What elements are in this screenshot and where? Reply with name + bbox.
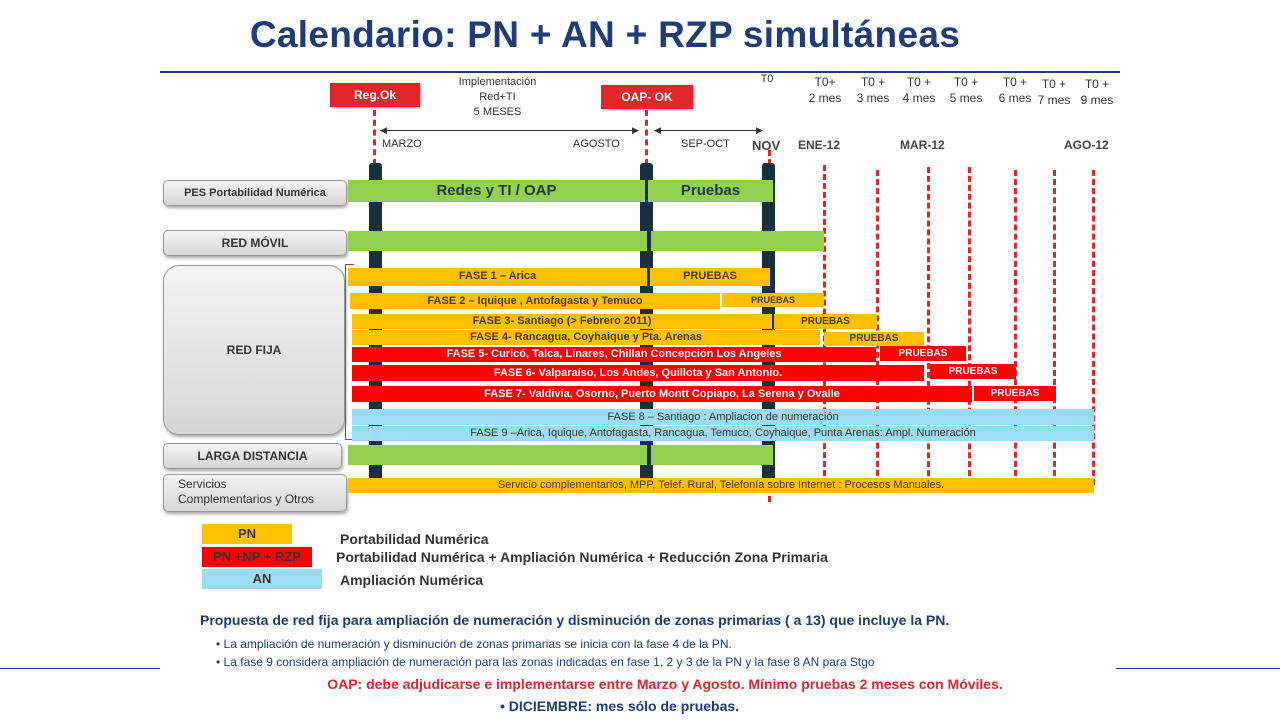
bar-fase-4: FASE 4- Rancagua, Coyhaique y Pta. Arenas [352,330,820,345]
arrow-right-head-2: ▶ [756,125,763,135]
notes-bullet-1: • La ampliación de numeración y disminución de zonas primarias se inicia con la fase 4 de la PN. [216,637,732,651]
bar-larga-distancia-1 [348,445,647,465]
row-label-red-fija: RED FIJA [163,265,345,435]
bar-redes-ti-oap: Redes y TI / OAP [348,180,645,202]
legend-rzp-swatch: PN +NP + RZP [202,547,312,567]
month-ene12: ENE-12 [798,138,841,152]
impl-line-3: 5 MESES [473,106,522,118]
notes-bullet-2: • La fase 9 considera ampliación de numeración para las zonas indicadas en fase 1, 2 y 3 de la PN y la fase 8 AN para Stgo [216,655,875,669]
month-marzo: MARZO [382,138,422,150]
impl-line-2: Red+TI [479,91,516,103]
row-label-pes: PES Portabilidad Numérica [163,180,347,206]
bar-fase-1-pruebas: PRUEBAS [650,268,770,286]
row-label-red-movil: RED MÓVIL [163,230,347,256]
bar-fase-7: FASE 7- Valdivia, Osorno, Puerto Montt Copiapo, La Serena y Ovalle [352,386,972,402]
oap-dash-line [645,110,648,165]
bar-fase-2: FASE 2 – Iquique , Antofagasta y Temuco [350,293,720,309]
legend-an-text: Ampliación Numérica [340,572,484,588]
bar-fase-1: FASE 1 – Arica [348,268,647,286]
bar-red-movil-1 [348,231,647,251]
month-mar12: MAR-12 [900,138,945,152]
footer-rule-right [1116,668,1280,669]
month-sepoct: SEP-OCT [681,138,730,150]
arrow-left-head-2: ◀ [654,125,661,135]
t-label-0: T0 [760,73,774,85]
legend-an-swatch: AN [202,569,322,589]
t-label-2: T0+ 2 mes [808,75,842,105]
bar-fase-2-pruebas: PRUEBAS [722,293,824,307]
oap-ok-marker: OAP- OK [601,85,693,109]
footer-rule-left [0,668,160,669]
bar-pruebas-pes: Pruebas [648,180,773,202]
page-title: Calendario: PN + AN + RZP simultáneas [249,14,961,55]
impl-arrow [380,130,638,131]
title-divider [160,71,1120,73]
bar-fase-4-pruebas: PRUEBAS [824,332,924,346]
bar-fase-8: FASE 8 – Santiago : Ampliacion de numeración [352,409,1094,425]
bar-fase-3: FASE 3- Santiago (> Febrero 2011) [352,314,772,329]
t-label-7: T0 + 7 mes [1037,77,1071,107]
t-label-6: T0 + 6 mes [998,75,1032,105]
month-agosto: AGOSTO [573,138,620,150]
implementation-note [440,75,555,120]
month-nov: NOV [752,138,781,153]
impl-line-1: Implementación [458,76,537,88]
legend-pn-text: Portabilidad Numérica [340,531,489,547]
row-label-larga-distancia: LARGA DISTANCIA [163,443,342,469]
sepoct-arrow [654,130,762,131]
row-label-servicios: Servicios Complementarios y Otros [163,474,347,512]
arrow-right-head-1: ▶ [632,125,639,135]
reg-dash-line [373,110,376,165]
arrow-left-head-1: ◀ [380,125,387,135]
t-label-4: T0 + 4 mes [902,75,936,105]
legend-pn-swatch: PN [202,524,292,544]
legend-rzp-text: Portabilidad Numérica + Ampliación Numérica + Reducción Zona Primaria [336,549,828,565]
bar-fase-6-pruebas: PRUEBAS [930,364,1016,379]
bar-fase-3-pruebas: PRUEBAS [774,314,877,329]
reg-ok-marker: Reg.Ok [330,83,420,107]
bar-red-movil-2 [651,231,824,251]
bar-fase-9: FASE 9 –Arica, Iquique, Antofagasta, Rancagua, Temuco, Coyhaique, Punta Arenas: Ampl. Numeración [352,426,1094,441]
bar-fase-5-pruebas: PRUEBAS [880,346,966,361]
bar-fase-5: FASE 5- Curicó, Talca, Linares, Chillan Concepción Los Angeles [352,347,876,362]
bar-fase-6: FASE 6- Valparaíso, Los Andes, Quillota y San Antonio. [352,365,924,381]
bar-servicios: Servicio complementarios, MPP, Telef. Rural, Telefonía sobre Internet : Procesos Manuales. [348,478,1094,493]
bar-fase-7-pruebas: PRUEBAS [974,386,1056,401]
t-label-9: T0 + 9 mes [1080,77,1114,107]
t-label-5: T0 + 5 mes [949,75,983,105]
t-label-3: T0 + 3 mes [856,75,890,105]
month-ago12: AGO-12 [1064,138,1109,152]
bar-larga-distancia-2 [651,445,773,465]
notes-oap: OAP: debe adjudicarse e implementarse entre Marzo y Agosto. Mínimo pruebas 2 meses con Móviles. [327,676,1003,692]
notes-main: Propuesta de red fija para ampliación de numeración y disminución de zonas primarias ( a 13) que incluye la PN. [200,612,950,628]
notes-diciembre: • DICIEMBRE: mes sólo de pruebas. [500,698,740,714]
